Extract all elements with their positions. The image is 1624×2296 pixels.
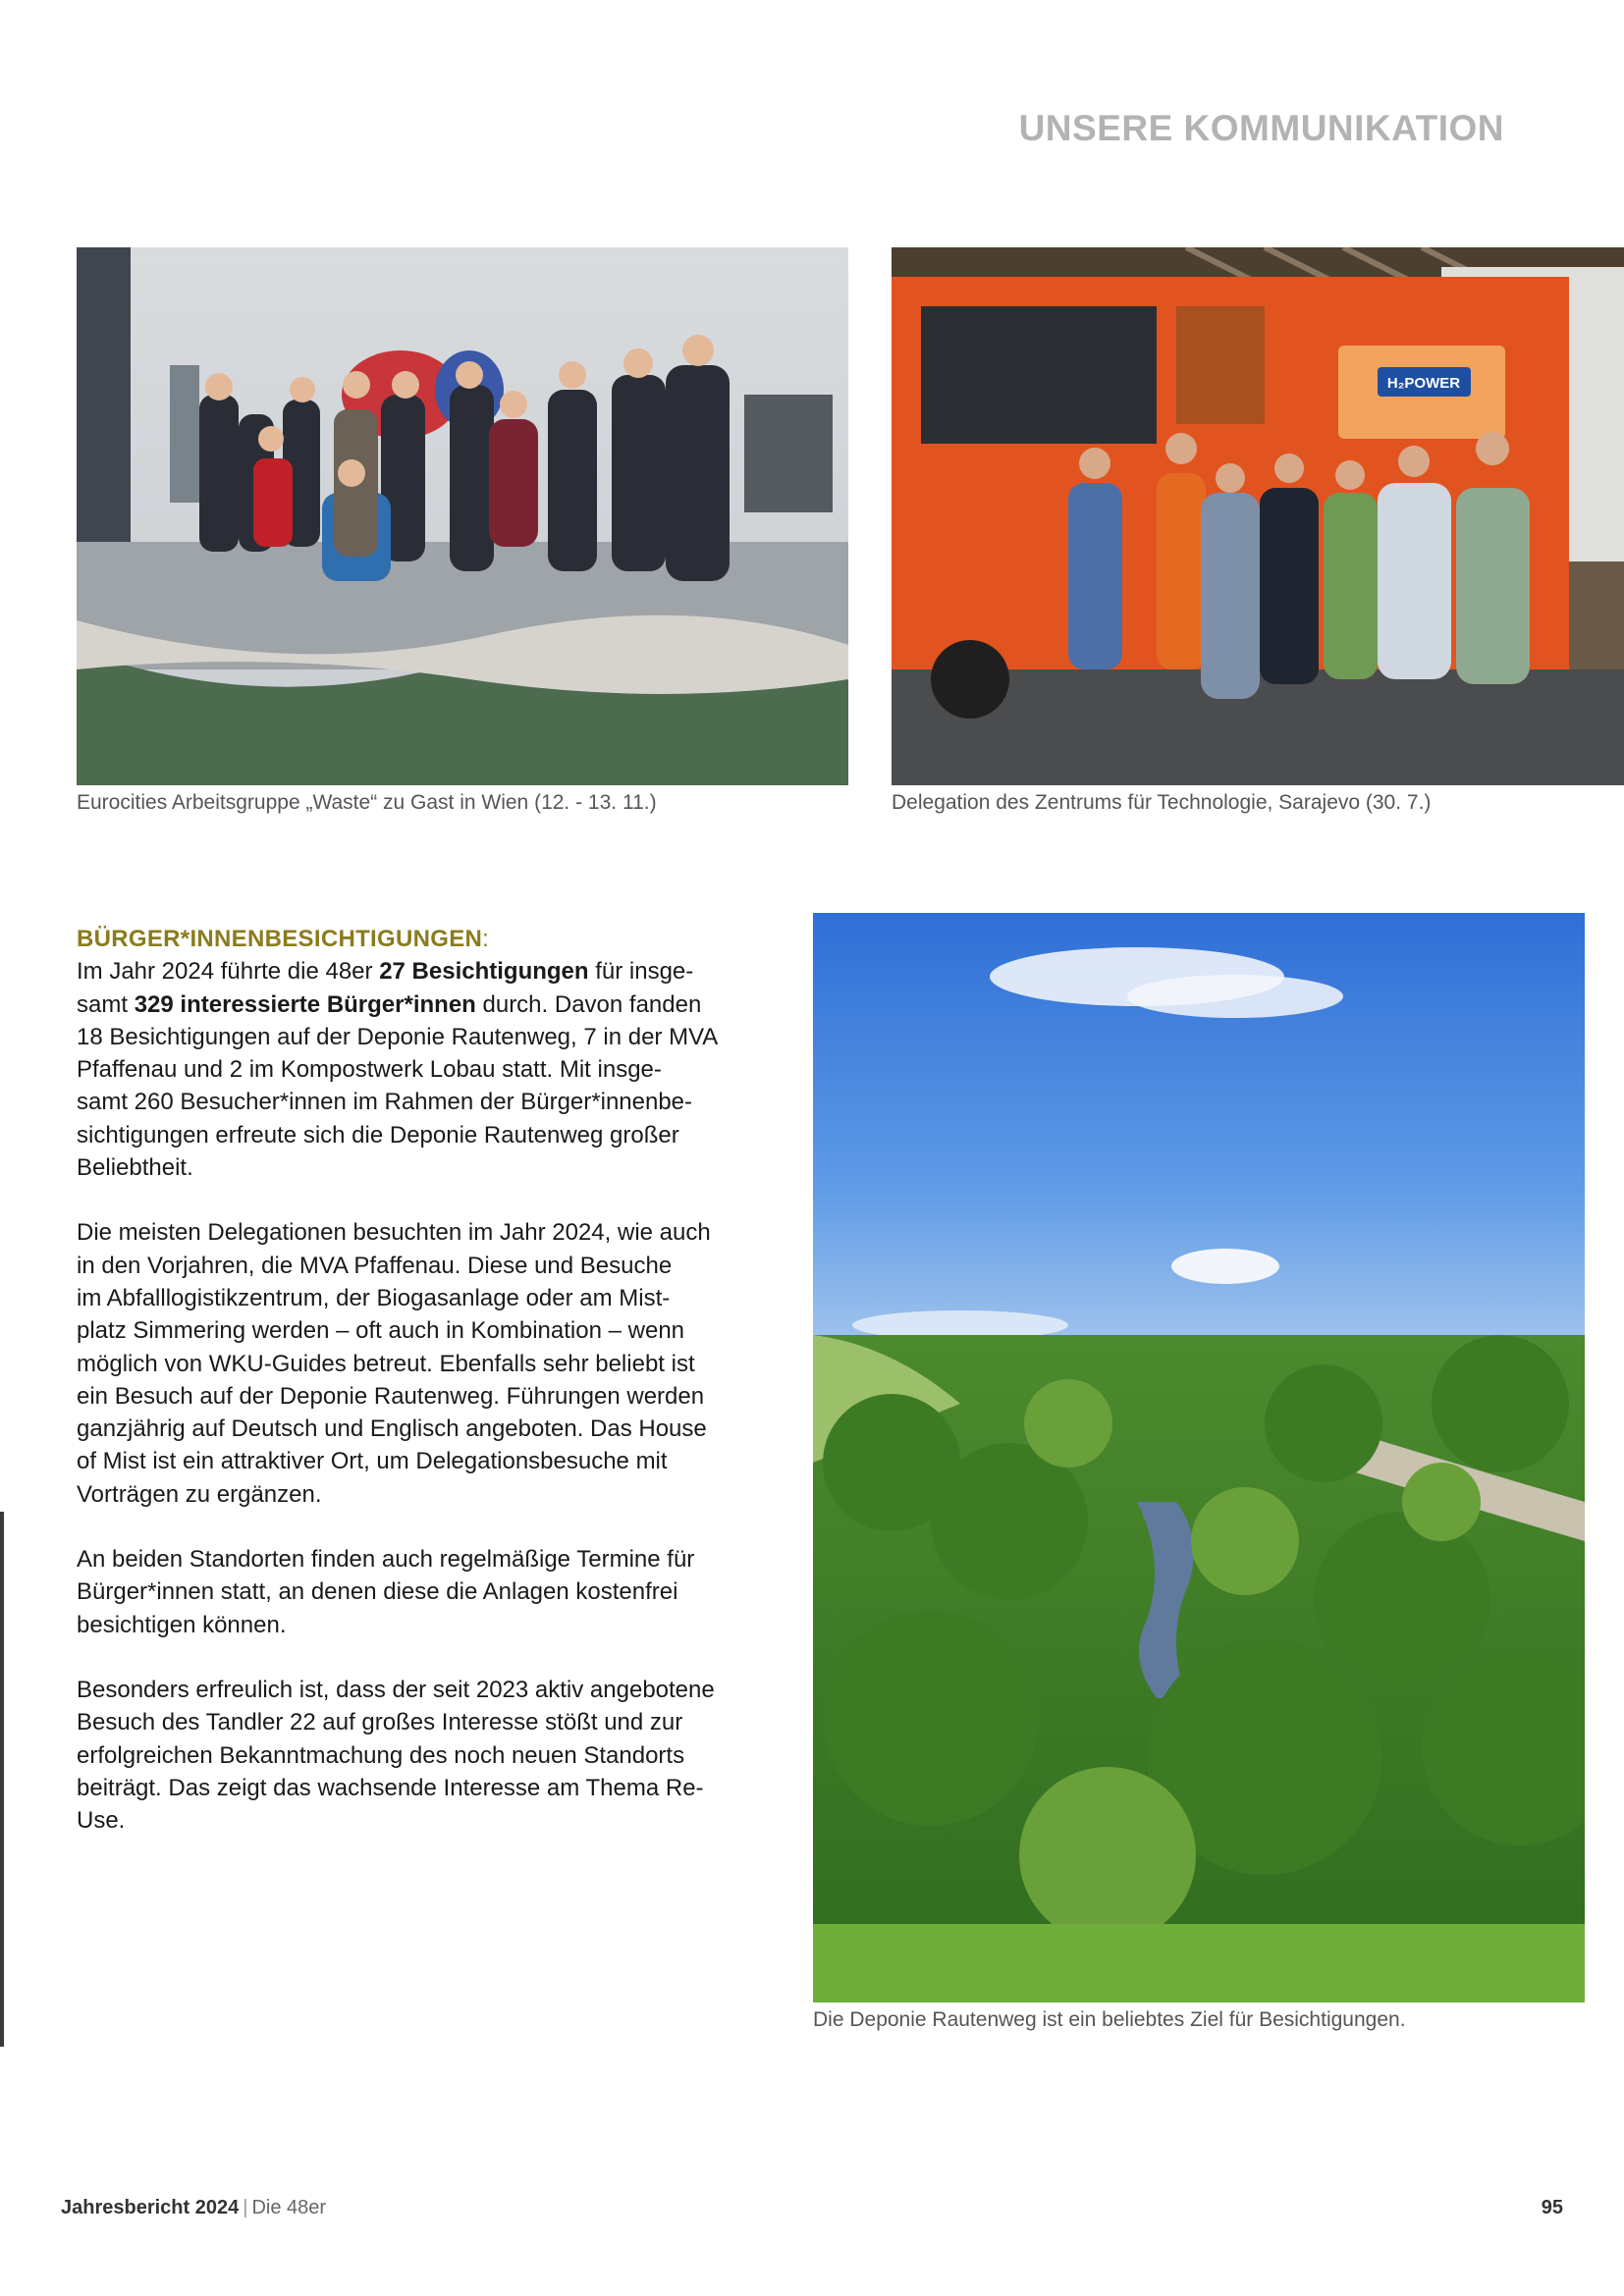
sarajevo-caption: Delegation des Zentrums für Technologie, Sarajevo (30. 7.) [892, 791, 1432, 814]
p2-line: im Abfalllogistikzentrum, der Biogasanlage oder am Mist- [77, 1284, 671, 1311]
p1-line: sichtigungen erfreute sich die Deponie Rautenweg großer [77, 1121, 679, 1148]
paragraph-3 [77, 1543, 769, 1641]
p1-line: Beliebtheit. [77, 1154, 193, 1182]
p1-text-d: samt [77, 990, 135, 1018]
page-number: 95 [1541, 2197, 1563, 2218]
p2-line: ganzjährig auf Deutsch und Englisch angeboten. Das House [77, 1415, 707, 1443]
footer-report-title: Jahresbericht 2024 [61, 2197, 240, 2218]
paragraph-1 [77, 923, 769, 1184]
p4-line: erfolgreichen Bekanntmachung des noch neuen Standorts [77, 1741, 685, 1769]
p4-line: Use. [77, 1807, 126, 1835]
p3-line: An beiden Standorten finden auch regelmäßige Termine für [77, 1546, 695, 1574]
p2-line: Vorträgen zu ergänzen. [77, 1480, 322, 1508]
deponie-caption: Die Deponie Rautenweg ist ein beliebtes Ziel für Besichtigungen. [813, 2008, 1406, 2031]
p1-line: samt 260 Besucher*innen im Rahmen der Bürger*innenbe- [77, 1089, 693, 1116]
p3-line: besichtigen können. [77, 1611, 287, 1638]
p4-line: Besuch des Tandler 22 auf großes Interesse stößt und zur [77, 1709, 683, 1736]
left-edge-strip [0, 1512, 4, 2047]
p4-line: Besonders erfreulich ist, dass der seit 2023 aktiv angebotene [77, 1676, 715, 1703]
eurocities-group-photo [77, 247, 848, 785]
p1-highlight-visits: 27 Besichtigungen [379, 958, 589, 986]
p1-line: Pfaffenau und 2 im Kompostwerk Lobau statt. Mit insge- [77, 1056, 662, 1084]
article-body [77, 923, 769, 1869]
p2-line: platz Simmering werden – oft auch in Kombination – wenn [77, 1317, 685, 1345]
p2-line: möglich von WKU-Guides betreut. Ebenfalls sehr beliebt ist [77, 1350, 695, 1377]
p4-line: beiträgt. Das zeigt das wachsende Interesse am Thema Re- [77, 1774, 704, 1801]
deponie-landscape-photo [813, 913, 1585, 2002]
p2-line: in den Vorjahren, die MVA Pfaffenau. Diese und Besuche [77, 1252, 673, 1279]
section-title: UNSERE KOMMUNIKATION [1018, 108, 1504, 148]
paragraph-2 [77, 1216, 769, 1511]
article-heading: BÜRGER*INNENBESICHTIGUNGEN [77, 926, 483, 952]
p1-text-c: für insge- [588, 958, 694, 986]
footer-org: Die 48er [251, 2197, 327, 2218]
p2-line: ein Besuch auf der Deponie Rautenweg. Führungen werden [77, 1382, 705, 1410]
sarajevo-delegation-photo [892, 247, 1624, 785]
p1-line: 18 Besichtigungen auf der Deponie Rautenweg, 7 in der MVA [77, 1023, 719, 1050]
footer-report-label [61, 2197, 326, 2219]
paragraph-4 [77, 1674, 769, 1837]
p1-text-a: Im Jahr 2024 führte die 48er [77, 958, 380, 986]
footer-separator: | [243, 2197, 248, 2218]
p1-highlight-citizens: 329 interessierte Bürger*innen [134, 990, 476, 1018]
p2-line: of Mist ist ein attraktiver Ort, um Delegationsbesuche mit [77, 1448, 668, 1475]
eurocities-caption: Eurocities Arbeitsgruppe „Waste“ zu Gast in Wien (12. - 13. 11.) [77, 791, 657, 814]
article-heading-colon: : [482, 926, 489, 952]
p3-line: Bürger*innen statt, an denen diese die Anlagen kostenfrei [77, 1578, 678, 1606]
p1-text-f: durch. Davon fanden [475, 990, 702, 1018]
p2-line: Die meisten Delegationen besuchten im Jahr 2024, wie auch [77, 1219, 711, 1247]
truck-logo-text: H₂POWER [1386, 375, 1461, 392]
